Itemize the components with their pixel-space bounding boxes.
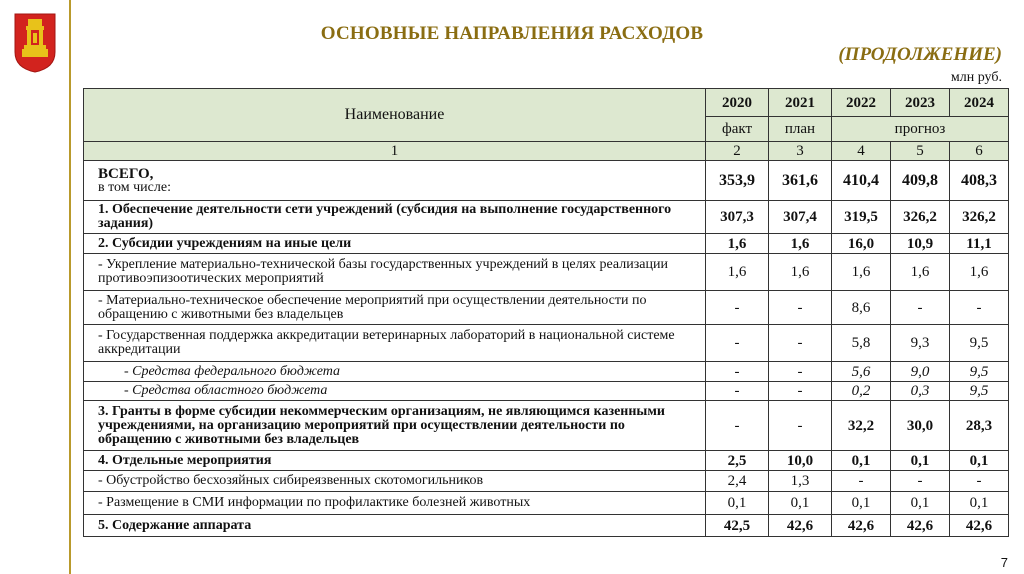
- value-cell: 42,5: [706, 515, 769, 537]
- page-title: ОСНОВНЫЕ НАПРАВЛЕНИЯ РАСХОДОВ: [320, 23, 704, 44]
- value-cell: 0,1: [832, 492, 891, 515]
- value-cell: 0,1: [706, 492, 769, 515]
- total-label: ВСЕГО,: [98, 165, 154, 182]
- row-name: - Обустройство бесхозяйных сибиреязвенных скотомогильников: [84, 471, 706, 492]
- value-cell: 9,5: [950, 362, 1009, 382]
- value-cell: 8,6: [832, 291, 891, 325]
- value-cell: 32,2: [832, 401, 891, 451]
- value-cell: -: [769, 291, 832, 325]
- value-cell: 5,6: [832, 362, 891, 382]
- year-header: 2020: [706, 89, 769, 117]
- column-number: 4: [832, 142, 891, 161]
- value-cell: 307,4: [769, 201, 832, 234]
- table-row: [84, 471, 1009, 492]
- value-cell: 0,1: [891, 451, 950, 471]
- header-row-years: [84, 89, 1009, 117]
- value-cell: 1,6: [706, 254, 769, 291]
- value-cell: 42,6: [832, 515, 891, 537]
- row-name: 2. Субсидии учреждениям на иные цели: [84, 234, 706, 254]
- value-cell: 28,3: [950, 401, 1009, 451]
- value-cell: 0,3: [891, 382, 950, 401]
- value-cell: 2,5: [706, 451, 769, 471]
- table-row: [84, 401, 1009, 451]
- value-cell: -: [706, 325, 769, 362]
- value-cell: 0,1: [891, 492, 950, 515]
- page-subtitle: (ПРОДОЛЖЕНИЕ): [838, 44, 1002, 65]
- value-cell: 1,6: [769, 234, 832, 254]
- row-name: - Средства областного бюджета: [84, 382, 706, 401]
- value-cell: 307,3: [706, 201, 769, 234]
- value-cell: 0,1: [950, 451, 1009, 471]
- status-plan: план: [769, 117, 832, 142]
- value-cell: 1,6: [891, 254, 950, 291]
- value-cell: 42,6: [950, 515, 1009, 537]
- row-name: - Средства федерального бюджета: [84, 362, 706, 382]
- year-header: 2022: [832, 89, 891, 117]
- units-label: млн руб.: [950, 70, 1002, 85]
- year-header: 2024: [950, 89, 1009, 117]
- value-cell: -: [891, 291, 950, 325]
- year-header: 2023: [891, 89, 950, 117]
- value-cell: -: [706, 401, 769, 451]
- table-row: [84, 515, 1009, 537]
- value-cell: 1,6: [950, 254, 1009, 291]
- column-number: 1: [84, 142, 706, 161]
- table-row: [84, 325, 1009, 362]
- value-cell: 0,1: [950, 492, 1009, 515]
- table-row: [84, 201, 1009, 234]
- value-cell: 408,3: [950, 161, 1009, 201]
- table-row: [84, 234, 1009, 254]
- value-cell: -: [706, 382, 769, 401]
- table-row-total: [84, 161, 1009, 201]
- column-number: 3: [769, 142, 832, 161]
- value-cell: -: [891, 471, 950, 492]
- row-name: - Укрепление материально-технической базы государственных учреждений в целях реализации противоэпизоотических мероприятий: [84, 254, 706, 291]
- year-header: 2021: [769, 89, 832, 117]
- status-fact: факт: [706, 117, 769, 142]
- value-cell: 0,1: [769, 492, 832, 515]
- value-cell: -: [769, 401, 832, 451]
- value-cell: 30,0: [891, 401, 950, 451]
- value-cell: 5,8: [832, 325, 891, 362]
- row-name: 4. Отдельные мероприятия: [84, 451, 706, 471]
- value-cell: -: [769, 382, 832, 401]
- value-cell: -: [769, 325, 832, 362]
- value-cell: 16,0: [832, 234, 891, 254]
- value-cell: 410,4: [832, 161, 891, 201]
- row-name: 1. Обеспечение деятельности сети учреждений (субсидия на выполнение государственного задания): [84, 201, 706, 234]
- expenses-table: [83, 88, 1009, 537]
- value-cell: -: [769, 362, 832, 382]
- decorative-vertical-line: [69, 0, 71, 574]
- table-row: [84, 291, 1009, 325]
- value-cell: 9,5: [950, 325, 1009, 362]
- value-cell: 1,6: [832, 254, 891, 291]
- column-number: 6: [950, 142, 1009, 161]
- value-cell: 319,5: [832, 201, 891, 234]
- table-row: [84, 382, 1009, 401]
- row-name: 3. Гранты в форме субсидии некоммерческим организациям, не являющимся казенными учреждениями, на организацию мероприятий при осуществлении деятельности по обращению с животными без владельцев: [84, 401, 706, 451]
- value-cell: 326,2: [891, 201, 950, 234]
- header-row-numbers: [84, 142, 1009, 161]
- value-cell: 42,6: [891, 515, 950, 537]
- row-name: - Размещение в СМИ информации по профилактике болезней животных: [84, 492, 706, 515]
- value-cell: -: [950, 471, 1009, 492]
- page-number: 7: [1000, 555, 1008, 570]
- value-cell: 409,8: [891, 161, 950, 201]
- value-cell: 10,0: [769, 451, 832, 471]
- row-name: - Материально-техническое обеспечение мероприятий при осуществлении деятельности по обращению с животными без владельцев: [84, 291, 706, 325]
- value-cell: 0,2: [832, 382, 891, 401]
- value-cell: 1,6: [769, 254, 832, 291]
- value-cell: 1,6: [706, 234, 769, 254]
- value-cell: 9,0: [891, 362, 950, 382]
- value-cell: 353,9: [706, 161, 769, 201]
- value-cell: 42,6: [769, 515, 832, 537]
- table-row: [84, 492, 1009, 515]
- value-cell: 1,3: [769, 471, 832, 492]
- column-number: 5: [891, 142, 950, 161]
- value-cell: 2,4: [706, 471, 769, 492]
- value-cell: -: [706, 291, 769, 325]
- column-number: 2: [706, 142, 769, 161]
- table-row: [84, 254, 1009, 291]
- value-cell: 10,9: [891, 234, 950, 254]
- value-cell: 326,2: [950, 201, 1009, 234]
- value-cell: -: [706, 362, 769, 382]
- value-cell: 11,1: [950, 234, 1009, 254]
- table-row: [84, 451, 1009, 471]
- value-cell: 9,5: [950, 382, 1009, 401]
- value-cell: 361,6: [769, 161, 832, 201]
- row-name: [84, 161, 706, 201]
- total-sublabel: в том числе:: [98, 179, 171, 195]
- value-cell: 9,3: [891, 325, 950, 362]
- value-cell: 0,1: [832, 451, 891, 471]
- table-row: [84, 362, 1009, 382]
- value-cell: -: [832, 471, 891, 492]
- status-forecast: прогноз: [832, 117, 1009, 142]
- value-cell: -: [950, 291, 1009, 325]
- column-header-name: Наименование: [84, 89, 706, 142]
- row-name: 5. Содержание аппарата: [84, 515, 706, 537]
- row-name: - Государственная поддержка аккредитации ветеринарных лабораторий в национальной системе аккредитации: [84, 325, 706, 362]
